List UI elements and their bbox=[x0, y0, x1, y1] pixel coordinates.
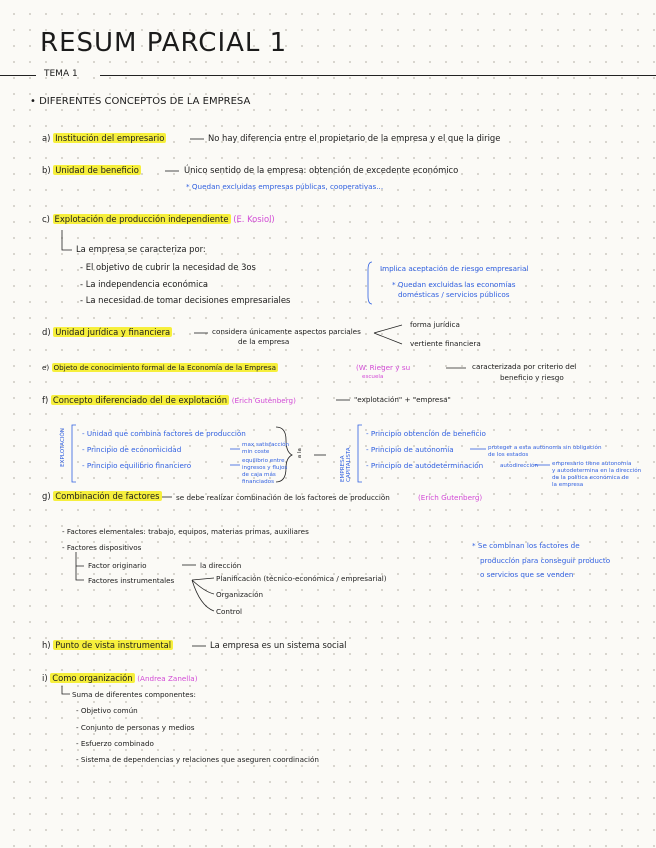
item-c-author: (E. Kosiol) bbox=[233, 214, 275, 224]
item-d-term: Unidad jurídica y financiera bbox=[55, 327, 171, 337]
item-i-point-3: - Esfuerzo combinado bbox=[76, 739, 154, 748]
fork-d bbox=[374, 325, 402, 344]
explotacion-item-1: - Unidad que combina factores de producción bbox=[82, 429, 246, 438]
item-c-point-3: - La necesidad de tomar decisiones empresariales bbox=[80, 295, 291, 305]
econ-note-1: max satisfacción bbox=[242, 442, 290, 448]
auto-note-1: proteger a esta autónoma sin obligación bbox=[488, 445, 602, 451]
item-g-planificacion: Planificación (técnico-económica / empresarial) bbox=[216, 574, 387, 583]
econ-note-2: min coste bbox=[242, 449, 270, 455]
item-b-term: Unidad de beneficio bbox=[55, 165, 139, 175]
item-d-desc-2: de la empresa bbox=[238, 337, 290, 346]
item-i: i) Como organización (Andrea Zanella) bbox=[42, 673, 198, 683]
item-c-note-excluded: * Quedan excluidas las economías bbox=[392, 280, 516, 289]
equil-note-4: financiados bbox=[242, 479, 274, 485]
item-h-term: Punto de vista instrumental bbox=[55, 640, 172, 650]
item-d-legal-form: forma jurídica bbox=[410, 320, 460, 329]
item-g-author: (Erich Gutenberg) bbox=[418, 493, 483, 502]
item-b-desc: Único sentido de la empresa: obtención de excedente económico bbox=[184, 165, 459, 175]
item-b-note: * Quedan excluidas empresas públicas, cooperativas... bbox=[186, 182, 384, 191]
item-c-note-excluded-2: domésticas / servicios públicos bbox=[398, 290, 510, 299]
section-divider-right bbox=[100, 75, 656, 76]
det-note-4: la empresa bbox=[552, 482, 584, 488]
item-g: g) Combinación de factores bbox=[42, 491, 160, 501]
hook-i bbox=[62, 686, 70, 694]
hook-c bbox=[62, 230, 72, 250]
item-g-direccion: la dirección bbox=[200, 561, 242, 570]
section-label: TEMA 1 bbox=[44, 69, 78, 79]
item-e-author-2: escuela bbox=[362, 374, 384, 380]
det-note-1: empresario tiene autonomía bbox=[552, 461, 632, 467]
item-f-author: (Erich Gutenberg) bbox=[231, 396, 296, 405]
item-a-desc: No hay diferencia entre el propietario de la empresa y el que la dirige bbox=[208, 133, 501, 143]
item-i-term: Como organización bbox=[52, 673, 133, 683]
item-g-dispositivos: - Factores dispositivos bbox=[62, 543, 142, 552]
section-divider-left bbox=[0, 75, 36, 76]
middle-connector-label: a la bbox=[297, 448, 303, 459]
empresa-item-3: - Principio de autodeterminación bbox=[366, 461, 484, 470]
explotacion-item-2: - Principio de economicidad bbox=[82, 445, 182, 454]
bracket-f-left bbox=[72, 425, 76, 482]
equil-note-2: ingresos y flujos bbox=[242, 465, 288, 471]
item-b: b) Unidad de beneficio bbox=[42, 165, 139, 175]
item-e: e) Objeto de conocimiento formal de la Economía de la Empresa bbox=[42, 363, 277, 372]
brace-f-right bbox=[276, 427, 292, 482]
item-c-point-1: - El objetivo de cubrir la necesidad de 3os bbox=[80, 262, 256, 272]
item-g-originario: Factor originario bbox=[88, 561, 147, 570]
item-c-note-risk: Implica aceptación de riesgo empresarial bbox=[380, 264, 529, 273]
item-c-point-2: - La independencia económica bbox=[80, 279, 209, 289]
item-d-financial: vertiente financiera bbox=[410, 339, 481, 348]
item-e-desc: caracterizada por criterio del bbox=[472, 362, 577, 371]
item-g-term: Combinación de factores bbox=[55, 491, 160, 501]
auto-note-2: de los estados bbox=[488, 452, 529, 458]
equil-note-3: de caja más bbox=[242, 472, 276, 478]
item-i-point-2: - Conjunto de personas y medios bbox=[76, 723, 195, 732]
item-g-control: Control bbox=[216, 607, 242, 616]
item-e-term: Objeto de conocimiento formal de la Economía de la Empresa bbox=[53, 363, 277, 372]
item-h: h) Punto de vista instrumental bbox=[42, 640, 172, 650]
item-g-instrumentales: Factores instrumentales bbox=[88, 576, 175, 585]
empresa-item-1: - Principio obtención de beneficio bbox=[366, 429, 486, 438]
item-d: d) Unidad jurídica y financiera bbox=[42, 327, 171, 337]
item-g-organizacion: Organización bbox=[216, 590, 264, 599]
item-c: c) Explotación de producción independiente (E. Kosiol) bbox=[42, 214, 275, 224]
empresa-item-2: - Principio de autonomía bbox=[366, 445, 454, 454]
item-a-term: Institución del empresario bbox=[55, 133, 165, 143]
det-note-2: y autodetermina en la dirección bbox=[552, 468, 642, 474]
item-f: f) Concepto diferenciado del de explotación (Erich Gutenberg) bbox=[42, 395, 296, 405]
brace-c-blue bbox=[368, 262, 372, 304]
item-e-desc-2: beneficio y riesgo bbox=[500, 373, 564, 382]
main-heading: • DIFERENTES CONCEPTOS DE LA EMPRESA bbox=[30, 96, 251, 107]
item-a: a) Institución del empresario bbox=[42, 133, 165, 143]
item-c-intro: La empresa se caracteriza por: bbox=[76, 244, 206, 254]
item-e-author: (W. Rieger y su bbox=[356, 363, 411, 372]
label-explotacion: EXPLOTACIÓN bbox=[60, 428, 66, 467]
item-f-quote: "explotación" + "empresa" bbox=[354, 395, 451, 404]
item-i-author: (Andrea Zanella) bbox=[137, 674, 198, 683]
equil-note-1: equilibrio entre bbox=[242, 458, 285, 464]
item-i-point-1: - Objetivo común bbox=[76, 706, 138, 715]
det-note-3: de la política económica de bbox=[552, 475, 629, 481]
item-g-elementales: - Factores elementales: trabajo, equipos, materias primas, auxiliares bbox=[62, 527, 309, 536]
label-empresa-capitalista: EMPRESA CAPITALISTA bbox=[340, 447, 352, 482]
item-d-desc: considera únicamente aspectos parciales bbox=[212, 327, 361, 336]
item-h-desc: La empresa es un sistema social bbox=[210, 640, 347, 650]
hook-g-disp bbox=[76, 552, 84, 580]
fork-g-instr bbox=[192, 578, 214, 611]
page-title: RESUM PARCIAL 1 bbox=[40, 28, 288, 58]
item-g-note-1: * Se combinan los factores de bbox=[472, 541, 580, 550]
item-g-note-2: producción para conseguir producto bbox=[480, 556, 611, 565]
bracket-f-right bbox=[358, 425, 362, 482]
det-pre: autodirección bbox=[500, 463, 538, 469]
item-c-term: Explotación de producción independiente bbox=[54, 214, 229, 224]
item-i-point-4: - Sistema de dependencias y relaciones que aseguren coordinación bbox=[76, 755, 319, 764]
item-f-term: Concepto diferenciado del de explotación bbox=[52, 395, 228, 405]
item-g-desc: se debe realizar combinación de los factores de producción bbox=[176, 493, 390, 502]
explotacion-item-3: - Principio equilibrio financiero bbox=[82, 461, 192, 470]
item-i-intro: Suma de diferentes componentes: bbox=[72, 690, 196, 699]
item-g-note-3: o servicios que se venden bbox=[480, 570, 574, 579]
